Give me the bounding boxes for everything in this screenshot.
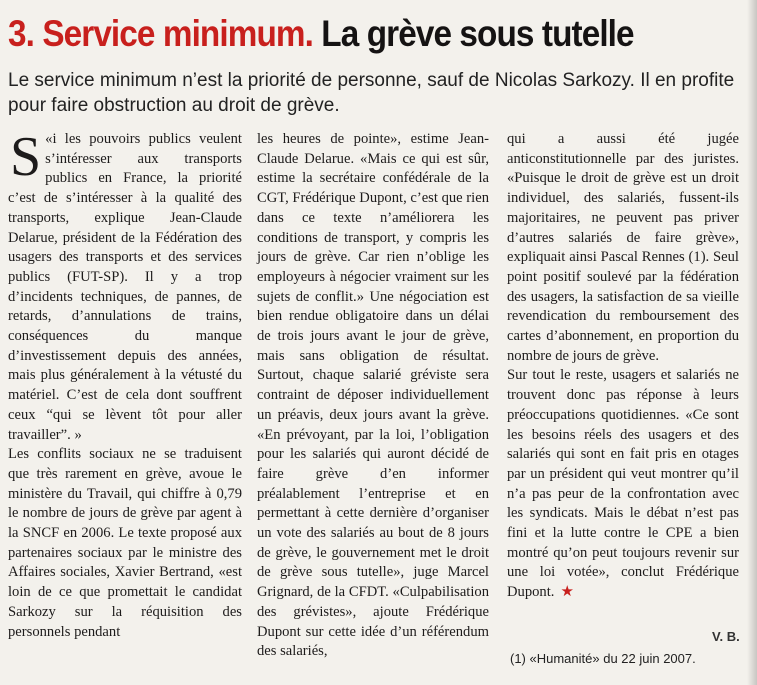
- paragraph: Les conflits sociaux ne se traduisent que très rarement en grève, avoue le ministère du Travail, qui chiffre à 0,79 le nombre de jours de grève par agent à la SNCF en 2006. Le texte proposé aux partenaires sociaux par le ministre des Affaires sociales, Xavier Bertrand, «est loin de ce que promettait le candidat Sarkozy sur la réquisition des personnels pendant: [8, 446, 242, 640]
- headline-title: La grève sous tutelle: [321, 13, 634, 54]
- paragraph: les heures de pointe», estime Jean-Claude Delarue. «Mais ce qui est sûr, estime la secrétaire confédérale de la CGT, Frédérique Dupont, c’est que rien dans ce texte n’améliorera les conditions de transport, y compris les jours de grève. Car rien n’oblige les employeurs à négocier vraiment sur les sujets de conflit.» Une négociation est bien rendue obligatoire dans un délai de trois jours avant le jour de grève, mais sans obligation de résultat. Surtout, chaque salarié gréviste sera contraint de déposer individuellement un préavis, deux jours avant la grève. «En prévoyant, par la loi, l’obligation pour les salariés qui auront décidé de faire grève d’en informer préalablement l’entreprise et en permettant à cette dernière d’organiser un vote des salariés au bout de 8 jours de grève, le gouvernement met le droit de grève sous tutelle», juge Marcel Grignard, de la CFDT. «Culpabilisation des grévistes», ajoute Frédérique Dupont sur cette idée d’un référendum des salariés,: [257, 131, 489, 660]
- paragraph: [507, 366, 739, 602]
- paragraph-text: Sur tout le reste, usagers et salariés ne trouvent donc pas réponse à leurs préoccupations quotidiennes. «Ce sont les besoins réels des usagers et des salariés qui sont en fait pris en otages par un président qui veut montrer qu’il n’a pas peur de la confrontation avec les syndicats. Mais le débat n’est pas fini et la lutte contre le CPE a bien montré qu’on peut toujours revenir sur une loi votée», conclut Frédérique Dupont.: [507, 367, 739, 601]
- article-column-3: [507, 130, 739, 603]
- paragraph: qui a aussi été jugée anticonstitutionnelle par des juristes. «Puisque le droit de grève est un droit individuel, des salariés, fussent-ils majoritaires, ne peuvent pas priver d’autres salariés de faire grève», expliquait ainsi Pascal Rennes (1). Seul point positif soulevé par la fédération des usagers, la satisfaction de sa vieille revendication du remboursement des cartes d’abonnement, en proportion du nombre de jours de grève.: [507, 131, 739, 364]
- headline: [8, 6, 634, 62]
- page-edge-shadow: [747, 0, 757, 685]
- author-signature: V. B.: [712, 629, 740, 644]
- star-icon: ★: [560, 584, 574, 601]
- article-column-2: [257, 130, 489, 662]
- article-column-1: [8, 126, 242, 642]
- lead-paragraph: Le service minimum n’est la priorité de personne, sauf de Nicolas Sarkozy. Il en profite pour faire obstruction au droit de grève.: [8, 70, 735, 116]
- drop-cap: S: [10, 126, 42, 188]
- footnote: (1) «Humanité» du 22 juin 2007.: [510, 651, 696, 666]
- paragraph: [8, 126, 242, 445]
- open-quote: «: [45, 131, 53, 147]
- headline-section-number: 3. Service minimum.: [8, 13, 313, 54]
- paragraph-text: i les pouvoirs publics veulent s’intéresser aux transports publics en France, la priorité c’est de s’intéresser à la qualité des transports, explique Jean-Claude Delarue, président de la Fédération des usagers des transports et des services publics (FUT-SP). Il y a trop d’incidents techniques, de pannes, de retards, d’annulations de trains, conséquences du manque d’investissement depuis des années, mais plus généralement à la vétusté du matériel. C’est de cela dont souffrent ceux “qui se lèvent tôt pour aller travailler”. »: [8, 131, 242, 443]
